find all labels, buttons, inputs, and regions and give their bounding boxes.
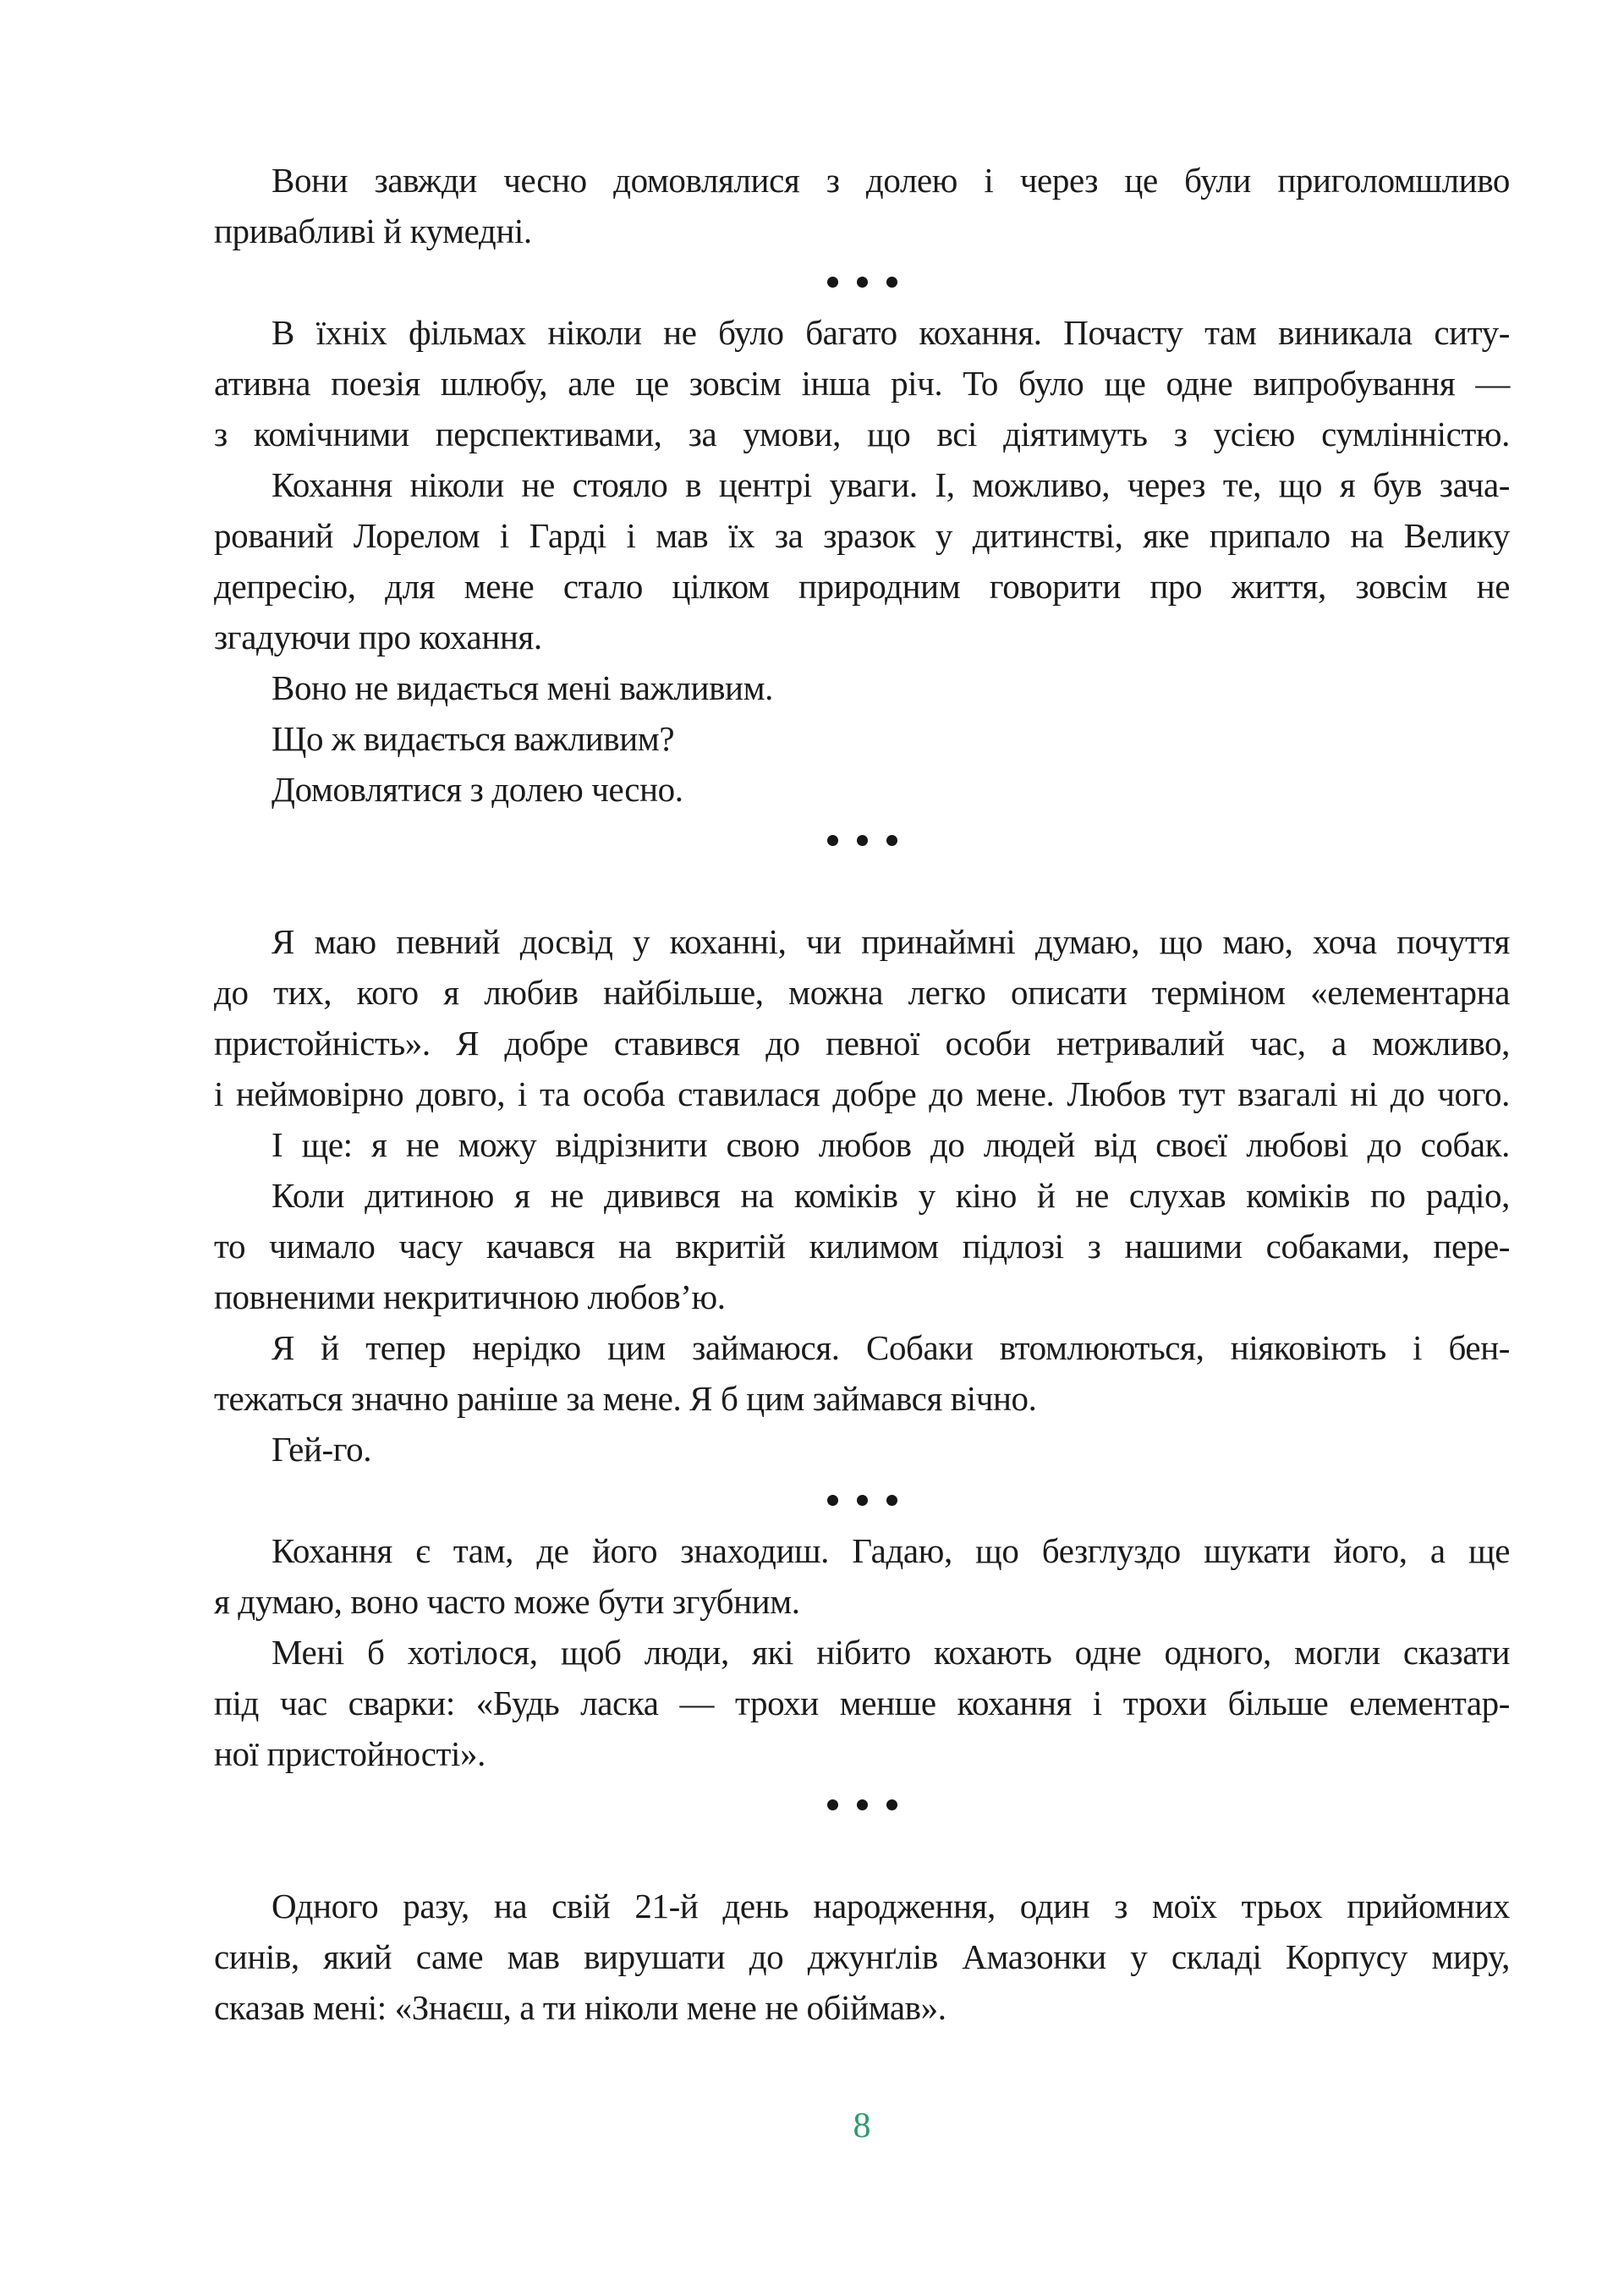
paragraph (214, 1170, 1510, 1322)
text-line: Домовлятися з долею чесно. (272, 770, 683, 809)
text-line: Мені б хотілося, щоб люди, які нібито кохають одне одного, могли сказати (272, 1633, 1510, 1672)
text-line: В їхніх фільмах ніколи не було багато кохання. Почасту там виникала ситу- (272, 313, 1510, 352)
text-line: ної пристойності». (214, 1734, 486, 1773)
text-line: привабливі й кумедні. (214, 211, 532, 250)
paragraph (214, 1627, 1510, 1779)
paragraph (214, 662, 1510, 713)
text-line: Коли дитиною я не дивився на коміків у кіно й не слухав коміків по радіо, (272, 1176, 1510, 1215)
paragraph (214, 764, 1510, 815)
text-line: Одного разу, на свій 21-й день народження, один з моїх трьох прийомних (272, 1887, 1510, 1925)
separator-dot (886, 1799, 897, 1810)
text-line: Я маю певний досвід у коханні, чи принаймні думаю, що маю, хоча почуття (272, 922, 1510, 961)
paragraph (214, 713, 1510, 764)
text-line: синів, який саме мав вирушати до джунґлів Амазонки у складі Корпусу миру, (214, 1937, 1510, 1976)
text-line: Воно не видається мені важливим. (272, 668, 773, 707)
paragraph (214, 307, 1510, 459)
text-line: до тих, кого я любив найбільше, можна легко описати терміном «елементарна (214, 973, 1510, 1012)
separator-dot (827, 835, 838, 846)
text-line: сказав мені: «Знаєш, а ти ніколи мене не обіймав». (214, 1988, 946, 2027)
text-line: І ще: я не можу відрізнити свою любов до людей від своєї любові до собак. (272, 1125, 1510, 1164)
text-line: рований Лорелом і Гарді і мав їх за зразок у дитинстві, яке припало на Велику (214, 516, 1510, 555)
text-line: ативна поезія шлюбу, але це зовсім інша річ. То було ще одне випробування — (214, 364, 1510, 403)
text-line: Вони завжди чесно домовлялися з долею і через це були приголомшливо (272, 161, 1510, 200)
paragraph (214, 155, 1510, 256)
paragraph (214, 1525, 1510, 1627)
text-line: я думаю, воно часто може бути згубним. (214, 1582, 800, 1621)
section-separator (214, 1475, 1510, 1525)
paragraph (214, 1881, 1510, 2033)
text-line: Я й тепер нерідко цим займаюся. Собаки втомлюються, ніяковіють і бен- (272, 1328, 1510, 1367)
separator-dot (857, 1495, 868, 1506)
text-line: Кохання ніколи не стояло в центрі уваги. І, можливо, через те, що я був зача- (272, 465, 1510, 504)
text-line: тежаться значно раніше за мене. Я б цим займався вічно. (214, 1379, 1037, 1418)
separator-dot (827, 1495, 838, 1506)
separator-dot (886, 277, 897, 288)
text-line: пристойність». Я добре ставився до певної особи нетривалий час, а можливо, (214, 1024, 1510, 1063)
text-line: згадуючи про кохання. (214, 618, 542, 656)
separator-dot (857, 835, 868, 846)
section-separator (214, 1779, 1510, 1830)
text-line: депресію, для мене стало цілком природним говорити про життя, зовсім не (214, 567, 1510, 606)
text-line: повненими некритичною любов’ю. (214, 1277, 726, 1316)
section-separator (214, 256, 1510, 307)
separator-dot (886, 1495, 897, 1506)
text-line: Що ж видається важливим? (272, 719, 675, 758)
paragraph (214, 916, 1510, 1119)
separator-dot (857, 1799, 868, 1810)
page-number: 8 (853, 2106, 871, 2145)
page-text (214, 155, 1510, 2151)
paragraph (214, 1119, 1510, 1170)
separator-dot (886, 835, 897, 846)
paragraph (214, 1424, 1510, 1475)
text-line: Кохання є там, де його знаходиш. Гадаю, що безглуздо шукати його, а ще (272, 1531, 1510, 1570)
text-line: то чимало часу качався на вкритій килимом підлозі з нашими собаками, пере- (214, 1227, 1510, 1266)
separator-dot (857, 277, 868, 288)
text-line: під час сварки: «Будь ласка — трохи менше кохання і трохи більше елементар- (214, 1684, 1510, 1722)
text-line: Гей-го. (272, 1430, 372, 1469)
paragraph (214, 459, 1510, 662)
text-line: і неймовірно довго, і та особа ставилася добре до мене. Любов тут взагалі ні до чого. (214, 1074, 1510, 1113)
separator-dot (827, 277, 838, 288)
paragraph (214, 1322, 1510, 1424)
text-line: з комічними перспективами, за умови, що всі діятимуть з усією сумлінністю. (214, 415, 1510, 453)
separator-dot (827, 1799, 838, 1810)
section-separator (214, 815, 1510, 865)
